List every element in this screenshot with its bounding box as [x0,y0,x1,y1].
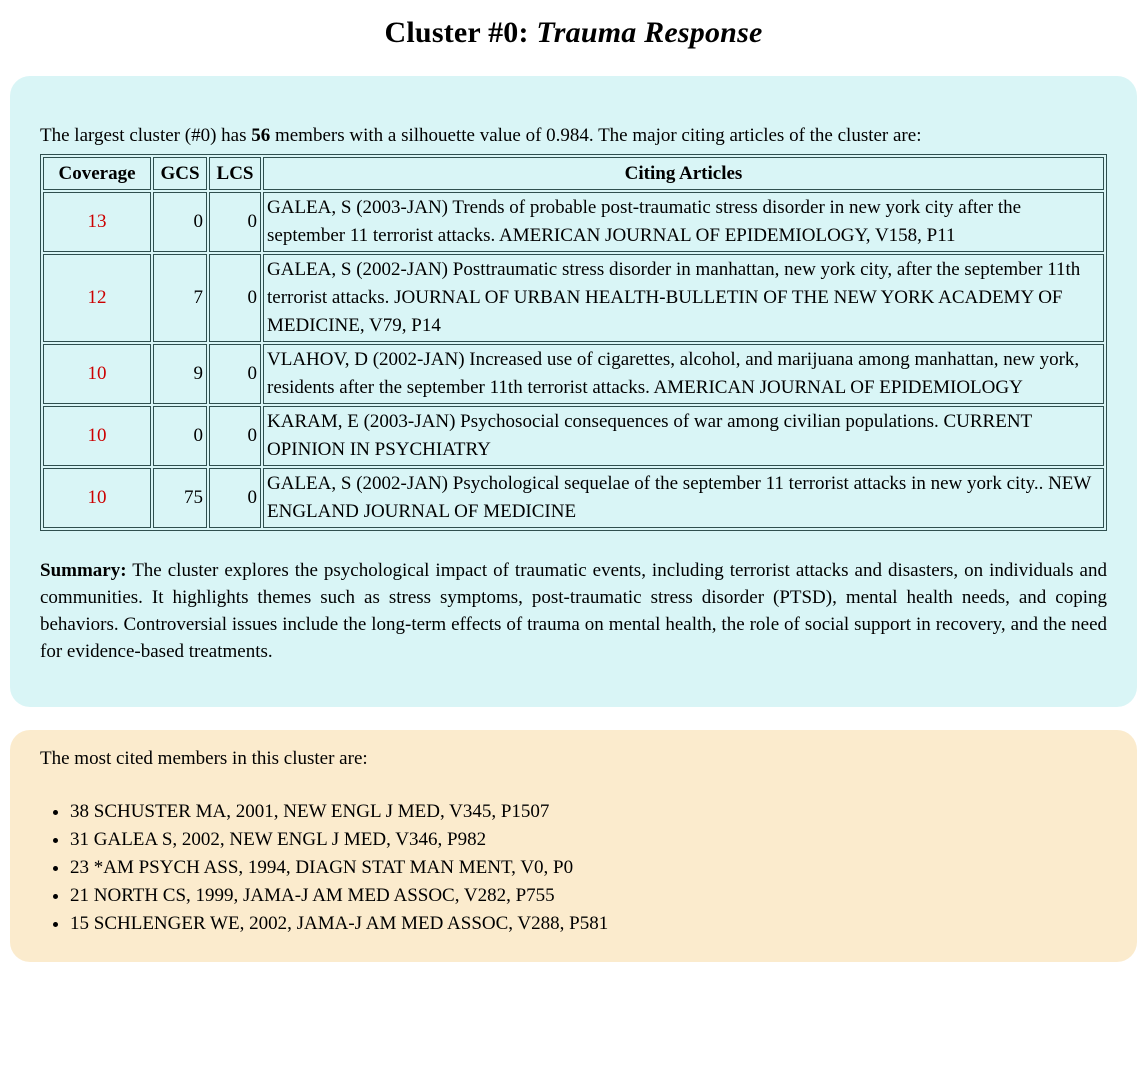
citing-article-cell: GALEA, S (2003-JAN) Trends of probable post-traumatic stress disorder in new york city after the september 11 terrorist attacks. AMERICAN JOURNAL OF EPIDEMIOLOGY, V158, P11 [263,192,1104,252]
table-header-row [43,157,1104,190]
table-row [43,406,1104,466]
gcs-cell: 0 [153,192,207,252]
summary-body: The cluster explores the psychological impact of traumatic events, including terrorist attacks and disasters, on individuals and communities. It highlights themes such as stress symptoms, post-traumatic stress disorder (PTSD), mental health needs, and coping behaviors. Controversial issues include the long-term effects of trauma on mental health, the role of social support in recovery, and the need for evidence-based treatments. [40,560,1107,662]
lcs-cell: 0 [209,254,261,342]
intro-text-after: members with a silhouette value of 0.984. The major citing articles of the cluster are: [270,125,922,146]
cited-member-item: • 38 SCHUSTER MA, 2001, NEW ENGL J MED, V345, P1507 [70,798,1107,825]
citing-articles-table [40,154,1107,531]
cited-member-item: • 21 NORTH CS, 1999, JAMA-J AM MED ASSOC, V282, P755 [70,882,1107,909]
citing-articles-table-body [43,192,1104,528]
page-title-prefix: Cluster #0: [384,16,537,49]
lcs-cell: 0 [209,468,261,528]
most-cited-heading: The most cited members in this cluster are: [40,748,368,769]
lcs-cell: 0 [209,344,261,404]
cluster-summary-text [40,557,1107,665]
cited-member-item: • 15 SCHLENGER WE, 2002, JAMA-J AM MED ASSOC, V288, P581 [70,910,1107,937]
coverage-cell: 13 [43,192,151,252]
cluster-intro-text [40,122,1107,149]
intro-text-before: The largest cluster (#0) has [40,125,252,146]
summary-label: Summary: [40,560,127,581]
lcs-cell: 0 [209,192,261,252]
citing-article-cell: VLAHOV, D (2002-JAN) Increased use of cigarettes, alcohol, and marijuana among manhattan, new york, residents after the september 11th terrorist attacks. AMERICAN JOURNAL OF EPIDEMIOLOGY [263,344,1104,404]
citing-articles-table-head [43,157,1104,190]
coverage-cell: 10 [43,468,151,528]
table-row [43,254,1104,342]
citing-article-cell: KARAM, E (2003-JAN) Psychosocial consequences of war among civilian populations. CURRENT OPINION IN PSYCHIATRY [263,406,1104,466]
coverage-cell: 10 [43,344,151,404]
header-lcs: LCS [209,157,261,190]
citing-article-cell: GALEA, S (2002-JAN) Posttraumatic stress disorder in manhattan, new york city, after the september 11th terrorist attacks. JOURNAL OF URBAN HEALTH-BULLETIN OF THE NEW YORK ACADEMY OF MEDICINE, V79, P14 [263,254,1104,342]
cluster-label: Trauma Response [536,16,763,49]
page-title [0,16,1147,50]
cited-member-item: • 31 GALEA S, 2002, NEW ENGL J MED, V346, P982 [70,826,1107,853]
gcs-cell: 75 [153,468,207,528]
table-row [43,468,1104,528]
header-coverage: Coverage [43,157,151,190]
most-cited-panel [10,730,1137,962]
table-row [43,344,1104,404]
table-row [43,192,1104,252]
member-count: 56 [251,125,271,146]
header-gcs: GCS [153,157,207,190]
header-citing-articles: Citing Articles [263,157,1104,190]
coverage-cell: 12 [43,254,151,342]
gcs-cell: 9 [153,344,207,404]
gcs-cell: 7 [153,254,207,342]
cluster-summary-panel [10,76,1137,707]
lcs-cell: 0 [209,406,261,466]
cited-members-list [40,798,1107,937]
coverage-cell: 10 [43,406,151,466]
gcs-cell: 0 [153,406,207,466]
citing-article-cell: GALEA, S (2002-JAN) Psychological sequelae of the september 11 terrorist attacks in new york city.. NEW ENGLAND JOURNAL OF MEDICINE [263,468,1104,528]
cited-member-item: • 23 *AM PSYCH ASS, 1994, DIAGN STAT MAN MENT, V0, P0 [70,854,1107,881]
